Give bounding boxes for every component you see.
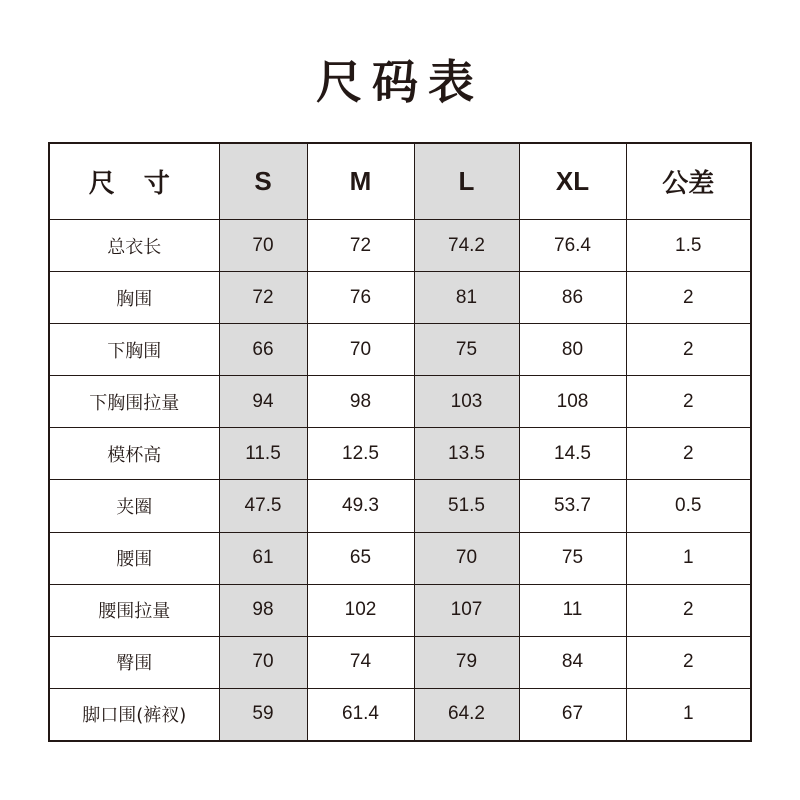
row-label: 夹圈 xyxy=(49,480,219,532)
size-xl-cell: 76.4 xyxy=(519,220,626,272)
tolerance-cell: 2 xyxy=(626,272,751,324)
table-row xyxy=(49,220,751,272)
header-row xyxy=(49,143,751,220)
tolerance-cell: 2 xyxy=(626,376,751,428)
table-row xyxy=(49,376,751,428)
table-row xyxy=(49,584,751,636)
row-label: 下胸围 xyxy=(49,324,219,376)
size-s-cell: 11.5 xyxy=(219,428,307,480)
table-body xyxy=(49,220,751,742)
size-chart-table xyxy=(48,142,752,742)
row-label: 模杯高 xyxy=(49,428,219,480)
size-s-cell: 66 xyxy=(219,324,307,376)
size-l-cell: 107 xyxy=(414,584,519,636)
row-label: 脚口围(裤衩) xyxy=(49,688,219,741)
size-s-cell: 70 xyxy=(219,636,307,688)
size-l-cell: 81 xyxy=(414,272,519,324)
row-label: 下胸围拉量 xyxy=(49,376,219,428)
size-m-cell: 65 xyxy=(307,532,414,584)
size-l-cell: 51.5 xyxy=(414,480,519,532)
size-l-cell: 75 xyxy=(414,324,519,376)
size-m-cell: 74 xyxy=(307,636,414,688)
table-row xyxy=(49,636,751,688)
size-s-cell: 94 xyxy=(219,376,307,428)
header-tolerance: 公差 xyxy=(626,143,751,220)
header-size: 尺 寸 xyxy=(49,143,219,220)
size-xl-cell: 75 xyxy=(519,532,626,584)
tolerance-cell: 2 xyxy=(626,428,751,480)
header-m: M xyxy=(307,143,414,220)
table-row xyxy=(49,688,751,741)
size-xl-cell: 80 xyxy=(519,324,626,376)
size-xl-cell: 84 xyxy=(519,636,626,688)
tolerance-cell: 2 xyxy=(626,324,751,376)
size-m-cell: 76 xyxy=(307,272,414,324)
size-xl-cell: 14.5 xyxy=(519,428,626,480)
size-l-cell: 64.2 xyxy=(414,688,519,741)
tolerance-cell: 2 xyxy=(626,636,751,688)
tolerance-cell: 2 xyxy=(626,584,751,636)
tolerance-cell: 1 xyxy=(626,688,751,741)
page-title: 尺码表 xyxy=(316,55,484,109)
row-label: 臀围 xyxy=(49,636,219,688)
size-m-cell: 98 xyxy=(307,376,414,428)
size-l-cell: 74.2 xyxy=(414,220,519,272)
tolerance-cell: 0.5 xyxy=(626,480,751,532)
row-label: 腰围 xyxy=(49,532,219,584)
header-s: S xyxy=(219,143,307,220)
size-m-cell: 70 xyxy=(307,324,414,376)
tolerance-cell: 1.5 xyxy=(626,220,751,272)
size-xl-cell: 108 xyxy=(519,376,626,428)
size-s-cell: 59 xyxy=(219,688,307,741)
size-s-cell: 72 xyxy=(219,272,307,324)
size-xl-cell: 53.7 xyxy=(519,480,626,532)
table-row xyxy=(49,480,751,532)
table-row xyxy=(49,428,751,480)
size-l-cell: 103 xyxy=(414,376,519,428)
table-row xyxy=(49,272,751,324)
size-s-cell: 61 xyxy=(219,532,307,584)
row-label: 腰围拉量 xyxy=(49,584,219,636)
size-m-cell: 72 xyxy=(307,220,414,272)
header-l: L xyxy=(414,143,519,220)
size-l-cell: 70 xyxy=(414,532,519,584)
size-xl-cell: 11 xyxy=(519,584,626,636)
size-l-cell: 13.5 xyxy=(414,428,519,480)
tolerance-cell: 1 xyxy=(626,532,751,584)
size-l-cell: 79 xyxy=(414,636,519,688)
size-xl-cell: 67 xyxy=(519,688,626,741)
size-m-cell: 12.5 xyxy=(307,428,414,480)
size-m-cell: 102 xyxy=(307,584,414,636)
size-s-cell: 98 xyxy=(219,584,307,636)
row-label: 总衣长 xyxy=(49,220,219,272)
row-label: 胸围 xyxy=(49,272,219,324)
size-m-cell: 49.3 xyxy=(307,480,414,532)
table-row xyxy=(49,532,751,584)
table-row xyxy=(49,324,751,376)
size-m-cell: 61.4 xyxy=(307,688,414,741)
size-s-cell: 47.5 xyxy=(219,480,307,532)
size-xl-cell: 86 xyxy=(519,272,626,324)
size-s-cell: 70 xyxy=(219,220,307,272)
header-xl: XL xyxy=(519,143,626,220)
